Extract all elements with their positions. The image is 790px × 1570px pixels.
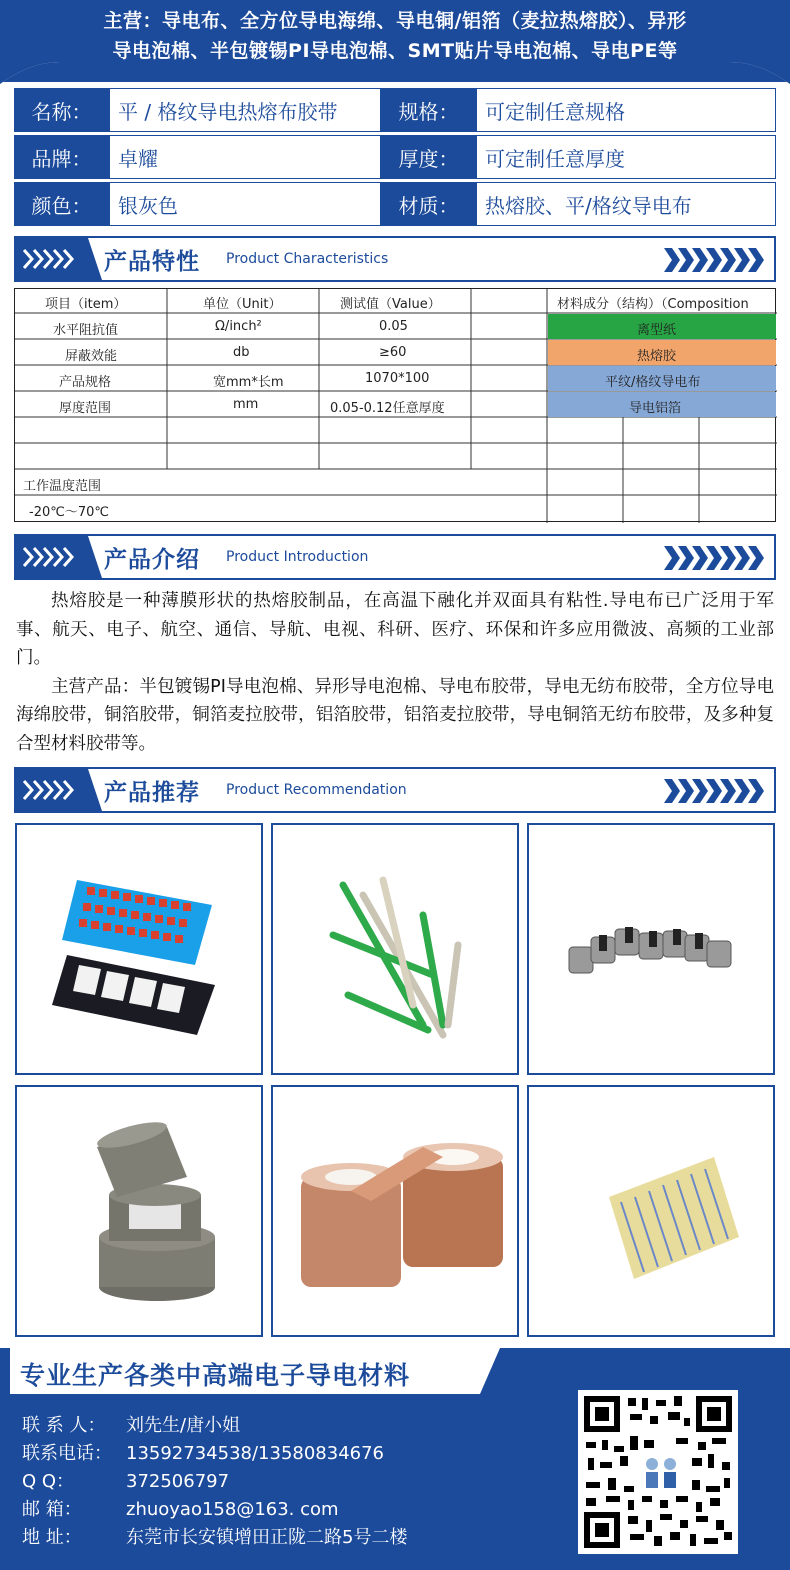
product-image-smt-foam[interactable] (271, 823, 519, 1075)
spec-label: 名称： (14, 88, 109, 132)
contact-key: Q Q： (22, 1471, 75, 1492)
temp-value: -20℃～70℃ (29, 505, 109, 520)
spec-table (14, 88, 776, 229)
spec-value: 可定制任意规格 (476, 88, 776, 132)
section-title: 产品特性 (104, 249, 200, 275)
spec-label: 材质： (381, 182, 476, 226)
chevrons-left-icon (16, 769, 102, 811)
section-title: 产品介绍 (104, 547, 200, 573)
col-header: 材料成分（结构）（Composition (557, 297, 749, 312)
cell: 1070*100 (365, 371, 430, 386)
slogan: 专业生产各类中高端电子导电材料 (20, 1361, 411, 1390)
cell: 0.05-0.12任意厚度 (330, 401, 445, 416)
section-introduction (14, 534, 776, 580)
contact-value[interactable]: 13592734538/13580834676 (126, 1443, 385, 1464)
cell: mm (233, 397, 259, 412)
qr-code-icon (580, 1392, 736, 1552)
spec-value: 卓耀 (109, 135, 381, 179)
section-subtitle: Product Recommendation (226, 782, 407, 798)
section-subtitle: Product Characteristics (226, 251, 389, 267)
chevrons-right-icon (664, 779, 768, 803)
contact-value[interactable]: zhuoyao158@163. com (126, 1499, 339, 1520)
header-curve (0, 62, 790, 84)
product-image-clips[interactable] (527, 823, 775, 1075)
contact-info (22, 1412, 407, 1552)
cell: db (233, 345, 250, 360)
cell: 厚度范围 (59, 401, 112, 416)
qr-code[interactable] (578, 1390, 738, 1554)
cell: ≥60 (379, 345, 407, 360)
chevrons-right-icon (664, 546, 768, 570)
spec-value: 银灰色 (109, 182, 381, 226)
cell: Ω/inch² (215, 319, 262, 334)
contact-row (22, 1440, 407, 1468)
spec-label: 厚度： (381, 135, 476, 179)
cell: 宽mm*长m (213, 375, 284, 390)
spec-row (14, 182, 776, 226)
contact-row (22, 1412, 407, 1440)
contact-key: 邮 箱： (22, 1499, 82, 1520)
contact-row (22, 1468, 407, 1496)
footer (0, 1348, 790, 1570)
spec-value: 可定制任意厚度 (476, 135, 776, 179)
contact-key: 联 系 人： (22, 1415, 106, 1436)
product-image-foam-gaskets[interactable] (15, 823, 263, 1075)
section-subtitle: Product Introduction (226, 549, 369, 565)
product-image-copper-tape[interactable] (271, 1085, 519, 1337)
layer-label: 热熔胶 (637, 349, 677, 364)
spec-row (14, 135, 776, 179)
chevrons-right-icon (664, 248, 768, 272)
intro-text (16, 587, 774, 758)
contact-value: 372506797 (126, 1471, 230, 1492)
cell: 0.05 (379, 319, 408, 334)
col-header: 测试值（Value） (340, 297, 441, 312)
spec-label: 品牌： (14, 135, 109, 179)
section-recommendation (14, 767, 776, 813)
contact-key: 联系电话： (22, 1443, 112, 1464)
header-line-2: 导电泡棉、半包镀锡PI导电泡棉、SMT贴片导电泡棉、导电PE等 (112, 40, 678, 62)
col-header: 项目（item） (45, 297, 127, 312)
layer-label: 离型纸 (637, 323, 677, 338)
contact-key: 地 址： (22, 1527, 82, 1548)
contact-row (22, 1496, 407, 1524)
characteristics-table (14, 288, 776, 522)
intro-paragraph: 热熔胶是一种薄膜形状的热熔胶制品，在高温下融化并双面具有粘性.导电布已广泛用于军事、航天、电子、航空、通信、导航、电视、科研、医疗、环保和许多应用微波、高频的工业部门。 (16, 591, 774, 668)
spec-row (14, 88, 776, 132)
spec-label: 规格： (381, 88, 476, 132)
spec-value: 平 / 格纹导电热熔布胶带 (109, 88, 381, 132)
contact-value: 东莞市长安镇增田正陇二路5号二楼 (126, 1527, 408, 1548)
layer-label: 导电铝箔 (629, 401, 682, 416)
section-title: 产品推荐 (104, 780, 200, 806)
spec-value: 热熔胶、平/格纹导电布 (476, 182, 776, 226)
cell: 水平阻抗值 (53, 323, 119, 338)
product-image-conductive-cloth-tape[interactable] (15, 1085, 263, 1337)
contact-row (22, 1524, 407, 1552)
cell: 屏蔽效能 (65, 349, 118, 364)
spec-label: 颜色： (14, 182, 109, 226)
layer-label: 平纹/格纹导电布 (605, 375, 701, 390)
cell: 产品规格 (59, 375, 112, 390)
intro-paragraph: 主营产品：半包镀锡PI导电泡棉、异形导电泡棉、导电布胶带，导电无纺布胶带，全方位导电海绵胶带，铜箔胶带，铜箔麦拉胶带，铝箔胶带，铝箔麦拉胶带，导电铜箔无纺布胶带，及多种复合型材料胶带等。 (16, 676, 774, 754)
col-header: 单位（Unit） (203, 297, 282, 312)
temp-label: 工作温度范围 (23, 479, 102, 494)
chevrons-left-icon (16, 536, 102, 578)
header-line-1: 主营：导电布、全方位导电海绵、导电铜/铝箔（麦拉热熔胶）、异形 (103, 10, 687, 32)
section-characteristics (14, 236, 776, 282)
product-image-foam-strip-sheet[interactable] (527, 1085, 775, 1337)
contact-value: 刘先生/唐小姐 (126, 1415, 241, 1436)
chevrons-left-icon (16, 238, 102, 280)
